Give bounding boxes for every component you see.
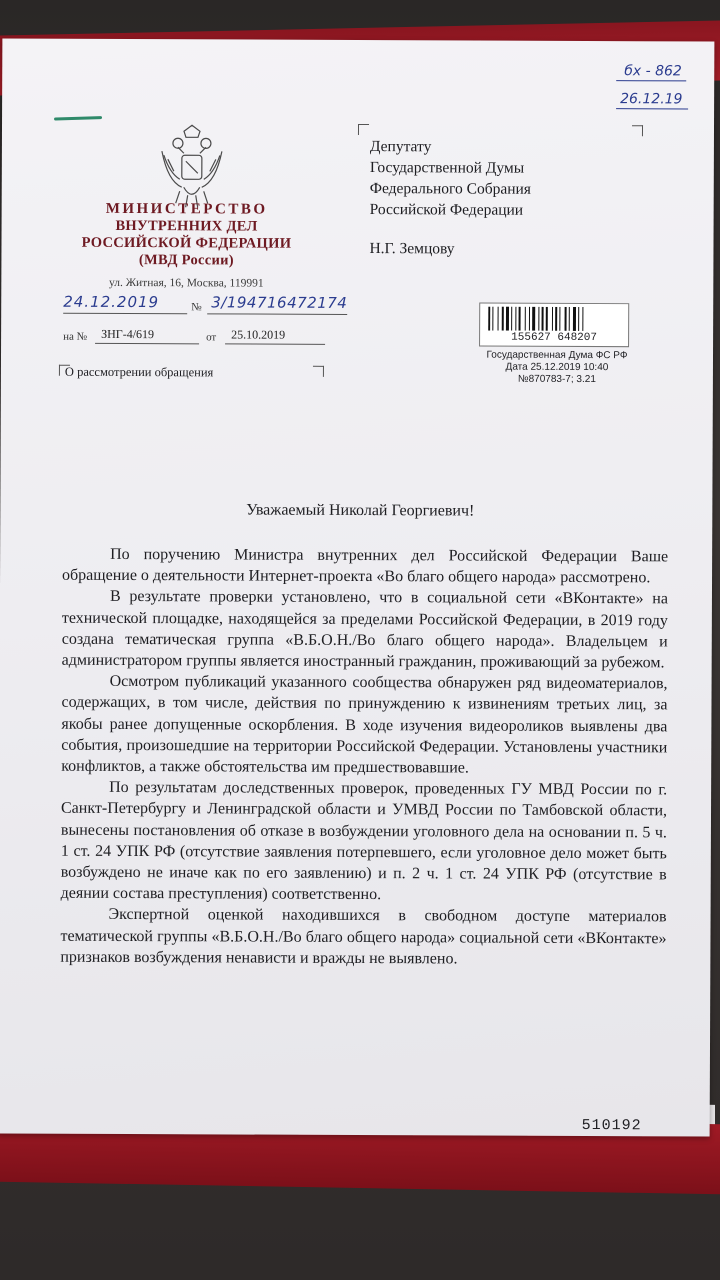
barcode-bar bbox=[569, 307, 570, 331]
letter-body bbox=[60, 544, 668, 971]
barcode-bar bbox=[532, 307, 535, 331]
barcode-bar bbox=[559, 307, 560, 331]
registration-number: 3/194716472174 bbox=[211, 293, 348, 312]
ministry-line4: (МВД России) bbox=[138, 252, 234, 269]
barcode-stamp bbox=[479, 303, 629, 348]
barcode-bar bbox=[519, 307, 521, 331]
barcode-bar bbox=[492, 307, 493, 331]
addressee-corner-left bbox=[358, 124, 369, 135]
stamp-line2: Дата 25.12.2019 10:40 bbox=[505, 361, 609, 374]
barcode-bar bbox=[498, 307, 499, 331]
barcode-bar bbox=[488, 307, 490, 331]
paragraph-1: По поручению Министра внутренних дел Российской Федерации Ваше обращение о деятельности Интернет-проекта «Во благо общего народа» рассмотрено. bbox=[62, 545, 669, 587]
on-number: ЗНГ-4/619 bbox=[101, 326, 155, 342]
barcode-bar bbox=[542, 307, 544, 331]
barcode-bar bbox=[565, 307, 567, 331]
from-date: 25.10.2019 bbox=[231, 327, 286, 342]
addressee-corner-right bbox=[632, 125, 643, 136]
number-label: № bbox=[191, 301, 202, 314]
handwritten-note bbox=[616, 63, 688, 109]
ministry-line3: РОССИЙСКОЙ ФЕДЕРАЦИИ bbox=[81, 234, 292, 252]
ministry-header bbox=[61, 201, 311, 270]
letter-page bbox=[0, 38, 714, 1136]
from-date-underline bbox=[225, 343, 325, 344]
barcode-bar bbox=[573, 307, 576, 331]
addressee-block bbox=[369, 136, 531, 260]
barcode-bar bbox=[555, 307, 557, 331]
barcode-bar bbox=[578, 307, 579, 331]
stamp-line3: №870783-7; 3.21 bbox=[517, 373, 596, 386]
registration-date: 24.12.2019 bbox=[63, 292, 160, 312]
pen-mark bbox=[54, 116, 102, 120]
barcode-number: 155627 648207 bbox=[511, 331, 598, 345]
greeting: Уважаемый Николай Георгиевич! bbox=[246, 501, 475, 520]
stamp-line1: Государственная Дума ФС РФ bbox=[486, 349, 628, 362]
subject-corner-right bbox=[313, 366, 324, 377]
number-underline bbox=[207, 313, 347, 315]
barcode bbox=[488, 307, 620, 332]
barcode-bar bbox=[552, 307, 553, 331]
handwritten-date: 26.12.19 bbox=[620, 91, 683, 108]
handwritten-ref: бх - 862 bbox=[624, 63, 682, 80]
paragraph-3: Осмотром публикаций указанного сообщества обнаружен ряд видеоматериалов, содержащих, в том числе, действия по принуждению к извинениям третьих лиц, за якобы ранее допущенные оскорбления. В ходе изучения видеороликов выявлены два события, произошедшие на территории Российской Федерации. Установлены участники конфликтов, а также обстоятельства им предшествовавшие. bbox=[61, 673, 668, 777]
barcode-bar bbox=[538, 307, 539, 331]
barcode-bar bbox=[502, 307, 504, 331]
barcode-bar bbox=[515, 307, 516, 331]
barcode-bar bbox=[506, 307, 509, 331]
ministry-address: ул. Житная, 16, Москва, 119991 bbox=[108, 276, 264, 290]
date-underline bbox=[63, 313, 187, 315]
addressee-name: Н.Г. Земцову bbox=[369, 240, 455, 258]
stamp-text bbox=[482, 350, 632, 387]
barcode-bar bbox=[546, 307, 548, 331]
ministry-line1: МИНИСТЕРСТВО bbox=[105, 200, 268, 218]
ministry-line2: ВНУТРЕННИХ ДЕЛ bbox=[115, 217, 258, 235]
on-number-underline bbox=[95, 343, 199, 344]
barcode-bar bbox=[525, 307, 526, 331]
paragraph-5: Экспертной оценкой находившихся в свободном доступе материалов тематической группы «В.Б.О.Н./Во благо общего народа» социальной сети «ВКонтакте» признаков возбуждения ненависти и вражды не выявлено. bbox=[60, 906, 667, 968]
from-label: от bbox=[206, 331, 217, 344]
on-number-label: на № bbox=[63, 330, 88, 343]
addressee-line4: Российской Федерации bbox=[369, 201, 524, 219]
addressee-line1: Депутату bbox=[369, 138, 432, 156]
addressee-line3: Федерального Собрания bbox=[369, 180, 532, 198]
barcode-bar bbox=[529, 307, 530, 331]
document-number: 510192 bbox=[581, 1116, 642, 1135]
barcode-bar bbox=[582, 307, 583, 331]
paragraph-4: По результатам доследственных проверок, проведенных ГУ МВД России по г. Санкт-Петербургу и Ленинградской области и УМВД России по Тамбовской области, вынесены постановления об отказе в возбуждении уголовного дела на основании п. 5 ч. 1 ст. 24 УПК РФ (отсутствие заявления потерпевшего, если уголовное дело может быть возбуждено не иначе как по его заявлению) и п. 2 ч. 1 ст. 24 УПК РФ (отсутствие в деянии состава преступления) соответственно. bbox=[60, 779, 668, 904]
subject-line: О рассмотрении обращения bbox=[64, 364, 214, 380]
barcode-bar bbox=[511, 307, 512, 331]
addressee-line2: Государственной Думы bbox=[369, 159, 525, 177]
paragraph-2: В результате проверки установлено, что в социальной сети «ВКонтакте» на технической площадке, находящейся за пределами Российской Федерации, в 2019 году создана тематическая группа «В.Б.О.Н./Во благо общего народа». Владельцем и администратором группы является иностранный гражданин, проживающий за рубежом. bbox=[61, 588, 668, 672]
